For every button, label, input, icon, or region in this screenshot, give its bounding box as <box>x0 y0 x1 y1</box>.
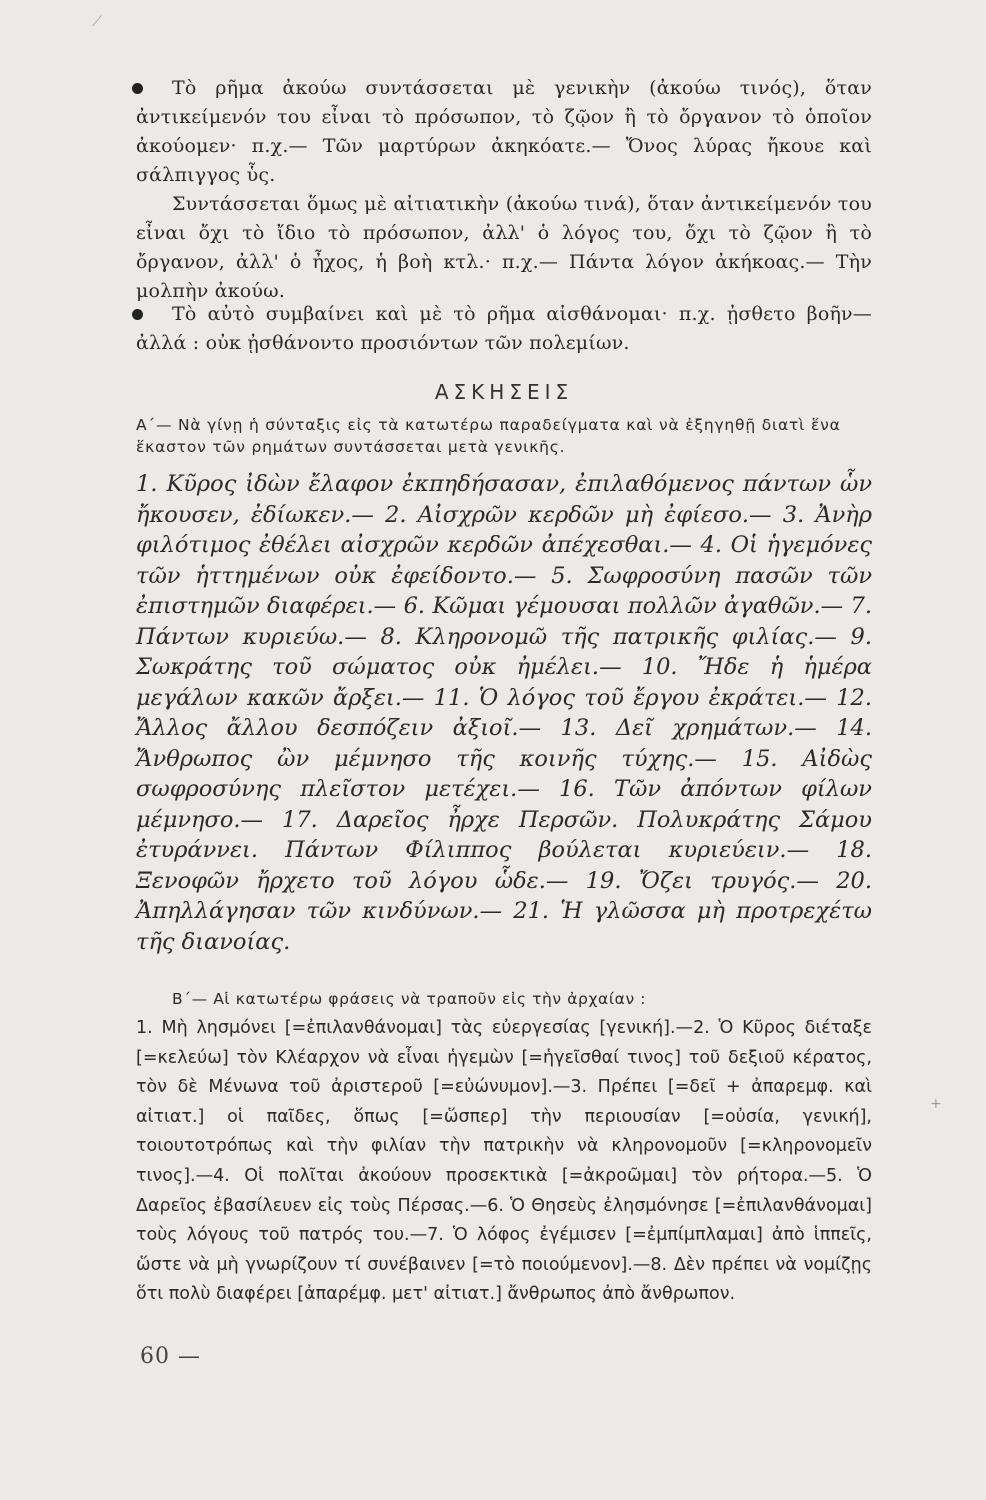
bullet-icon <box>132 83 143 94</box>
paragraph-akouo-genitive: Τὸ ρῆμα ἀκούω συντάσσεται μὲ γενικὴν (ἀκούω τινός), ὅταν ἀντικείμενόν του εἶναι τὸ πρόσωπον, τὸ ζῷον ἢ τὸ ὄργανον τὸ ὁποῖον ἀκούομεν· π.χ.— Τῶν μαρτύρων ἀκηκόατε.— Ὄνος λύρας ἤκουε καὶ σάλπιγγος ὗς. <box>136 74 872 190</box>
exercise-a-instruction: Α΄— Νὰ γίνῃ ἡ σύνταξις εἰς τὰ κατωτέρω παραδείγματα καὶ νὰ ἐξηγηθῇ διατὶ ἕνα ἕκαστον τῶν ρημάτων συντάσσεται μετὰ γενικῆς. <box>136 416 841 456</box>
exercises-heading: ΑΣΚΗΣΕΙΣ <box>434 380 574 404</box>
bullet-icon <box>132 309 143 320</box>
corner-mark: ⟋ <box>92 14 102 30</box>
exercise-a-sentences: 1. Κῦρος ἰδὼν ἔλαφον ἐκπηδήσασαν, ἐπιλαθόμενος πάντων ὧν ἤκουσεν, ἐδίωκεν.— 2. Αἰσχρῶν κερδῶν μὴ ἐφίεσο.— 3. Ἀνὴρ φιλότιμος ἐθέλει αἰσχρῶν κερδῶν ἀπέχεσθαι.— 4. Οἱ ἡγεμόνες τῶν ἡττημένων οὐκ ἐφείδοντο.— 5. Σωφροσύνη πασῶν τῶν ἐπιστημῶν διαφέρει.— 6. Κῶμαι γέμουσαι πολλῶν ἀγαθῶν.— 7. Πάντων κυριεύω.— 8. Κληρονομῶ τῆς πατρικῆς φιλίας.— 9. Σωκράτης τοῦ σώματος οὐκ ἠμέλει.— 10. Ἤδε ἡ ἡμέρα μεγάλων κακῶν ἄρξει.— 11. Ὁ λόγος τοῦ ἔργου ἐκράτει.— 12. Ἄλλος ἄλλου δεσπόζειν ἀξιοῖ.— 13. Δεῖ χρημάτων.— 14. Ἄνθρωπος ὢν μέμνησο τῆς κοινῆς τύχης.— 15. Αἰδὼς σωφροσύνης πλεῖστον μετέχει.— 16. Τῶν ἀπόντων φίλων μέμνησο.— 17. Δαρεῖος ἦρχε Περσῶν. Πολυκράτης Σάμου ἐτυράννει. Πάντων Φίλιππος βούλεται κυριεύειν.— 18. Ξενοφῶν ἤρχετο τοῦ λόγου ὧδε.— 19. Ὄζει τρυγός.— 20. Ἀπηλλάγησαν τῶν κινδύνων.— 21. Ἡ γλῶσσα μὴ προτρεχέτω τῆς διανοίας. <box>136 471 872 955</box>
margin-mark: + <box>930 1096 942 1112</box>
exercise-b-phrases: 1. Μὴ λησμόνει [=ἐπιλανθάνομαι] τὰς εὐεργεσίας [γενική].—2. Ὁ Κῦρος διέταξε [=κελεύω] τὸν Κλέαρχον νὰ εἶναι ἡγεμὼν [=ἡγεῖσθαί τινος] τοῦ δεξιοῦ κέρατος, τὸν δὲ Μένωνα τοῦ ἀριστεροῦ [=εὐώνυμον].—3. Πρέπει [=δεῖ + ἀπαρεμφ. καὶ αἰτιατ.] οἱ παῖδες, ὅπως [=ὥσπερ] τὴν περιουσίαν [=οὐσία, γενική], τοιουτοτρόπως καὶ τὴν φιλίαν τὴν πατρικὴν νὰ κληρονομοῦν [=κληρονομεῖν τινος].—4. Οἱ πολῖται ἀκούουν προσεκτικὰ [=ἀκροῶμαι] τὸν ρήτορα.—5. Ὁ Δαρεῖος ἐβασίλευεν εἰς τοὺς Πέρσας.—6. Ὁ Θησεὺς ἐλησμόνησε [=ἐπιλανθάνομαι] τοὺς λόγους τοῦ πατρός του.—7. Ὁ λόφος ἐγέμισεν [=ἐμπίμπλαμαι] ἀπὸ ἱππεῖς, ὥστε νὰ μὴ γνωρίζουν τί συνέβαινεν [=τὸ ποιούμενον].—8. Δὲν πρέπει νὰ νομίζῃς ὅτι πολὺ διαφέρει [ἀπαρέμφ. μετ' αἰτιατ.] ἄνθρωπος ἀπὸ ἄνθρωπον. <box>136 1018 872 1305</box>
paragraph-akouo-accusative: Συντάσσεται ὅμως μὲ αἰτιατικὴν (ἀκούω τινά), ὅταν ἀντικείμενόν του εἶναι ὄχι τὸ ἴδιο τὸ πρόσωπον, ἀλλ' ὁ λόγος του, ὄχι τὸ ζῷον ἢ τὸ ὄργανον, ἀλλ' ὁ ἦχος, ἡ βοὴ κτλ.· π.χ.— Πάντα λόγον ἀκήκοας.— Τὴν μολπὴν ἀκούω. <box>136 193 872 302</box>
paragraph-aisthanomai: Τὸ αὐτὸ συμβαίνει καὶ μὲ τὸ ρῆμα αἰσθάνομαι· π.χ. ᾐσθετο βοῆν— ἀλλά : οὐκ ᾐσθάνοντο προσιόντων τῶν πολεμίων. <box>136 300 872 358</box>
exercise-b-instruction: Β΄— Αἱ κατωτέρω φράσεις νὰ τραποῦν εἰς τὴν ἀρχαίαν : <box>172 990 647 1008</box>
page-number: 60 — <box>140 1344 201 1369</box>
